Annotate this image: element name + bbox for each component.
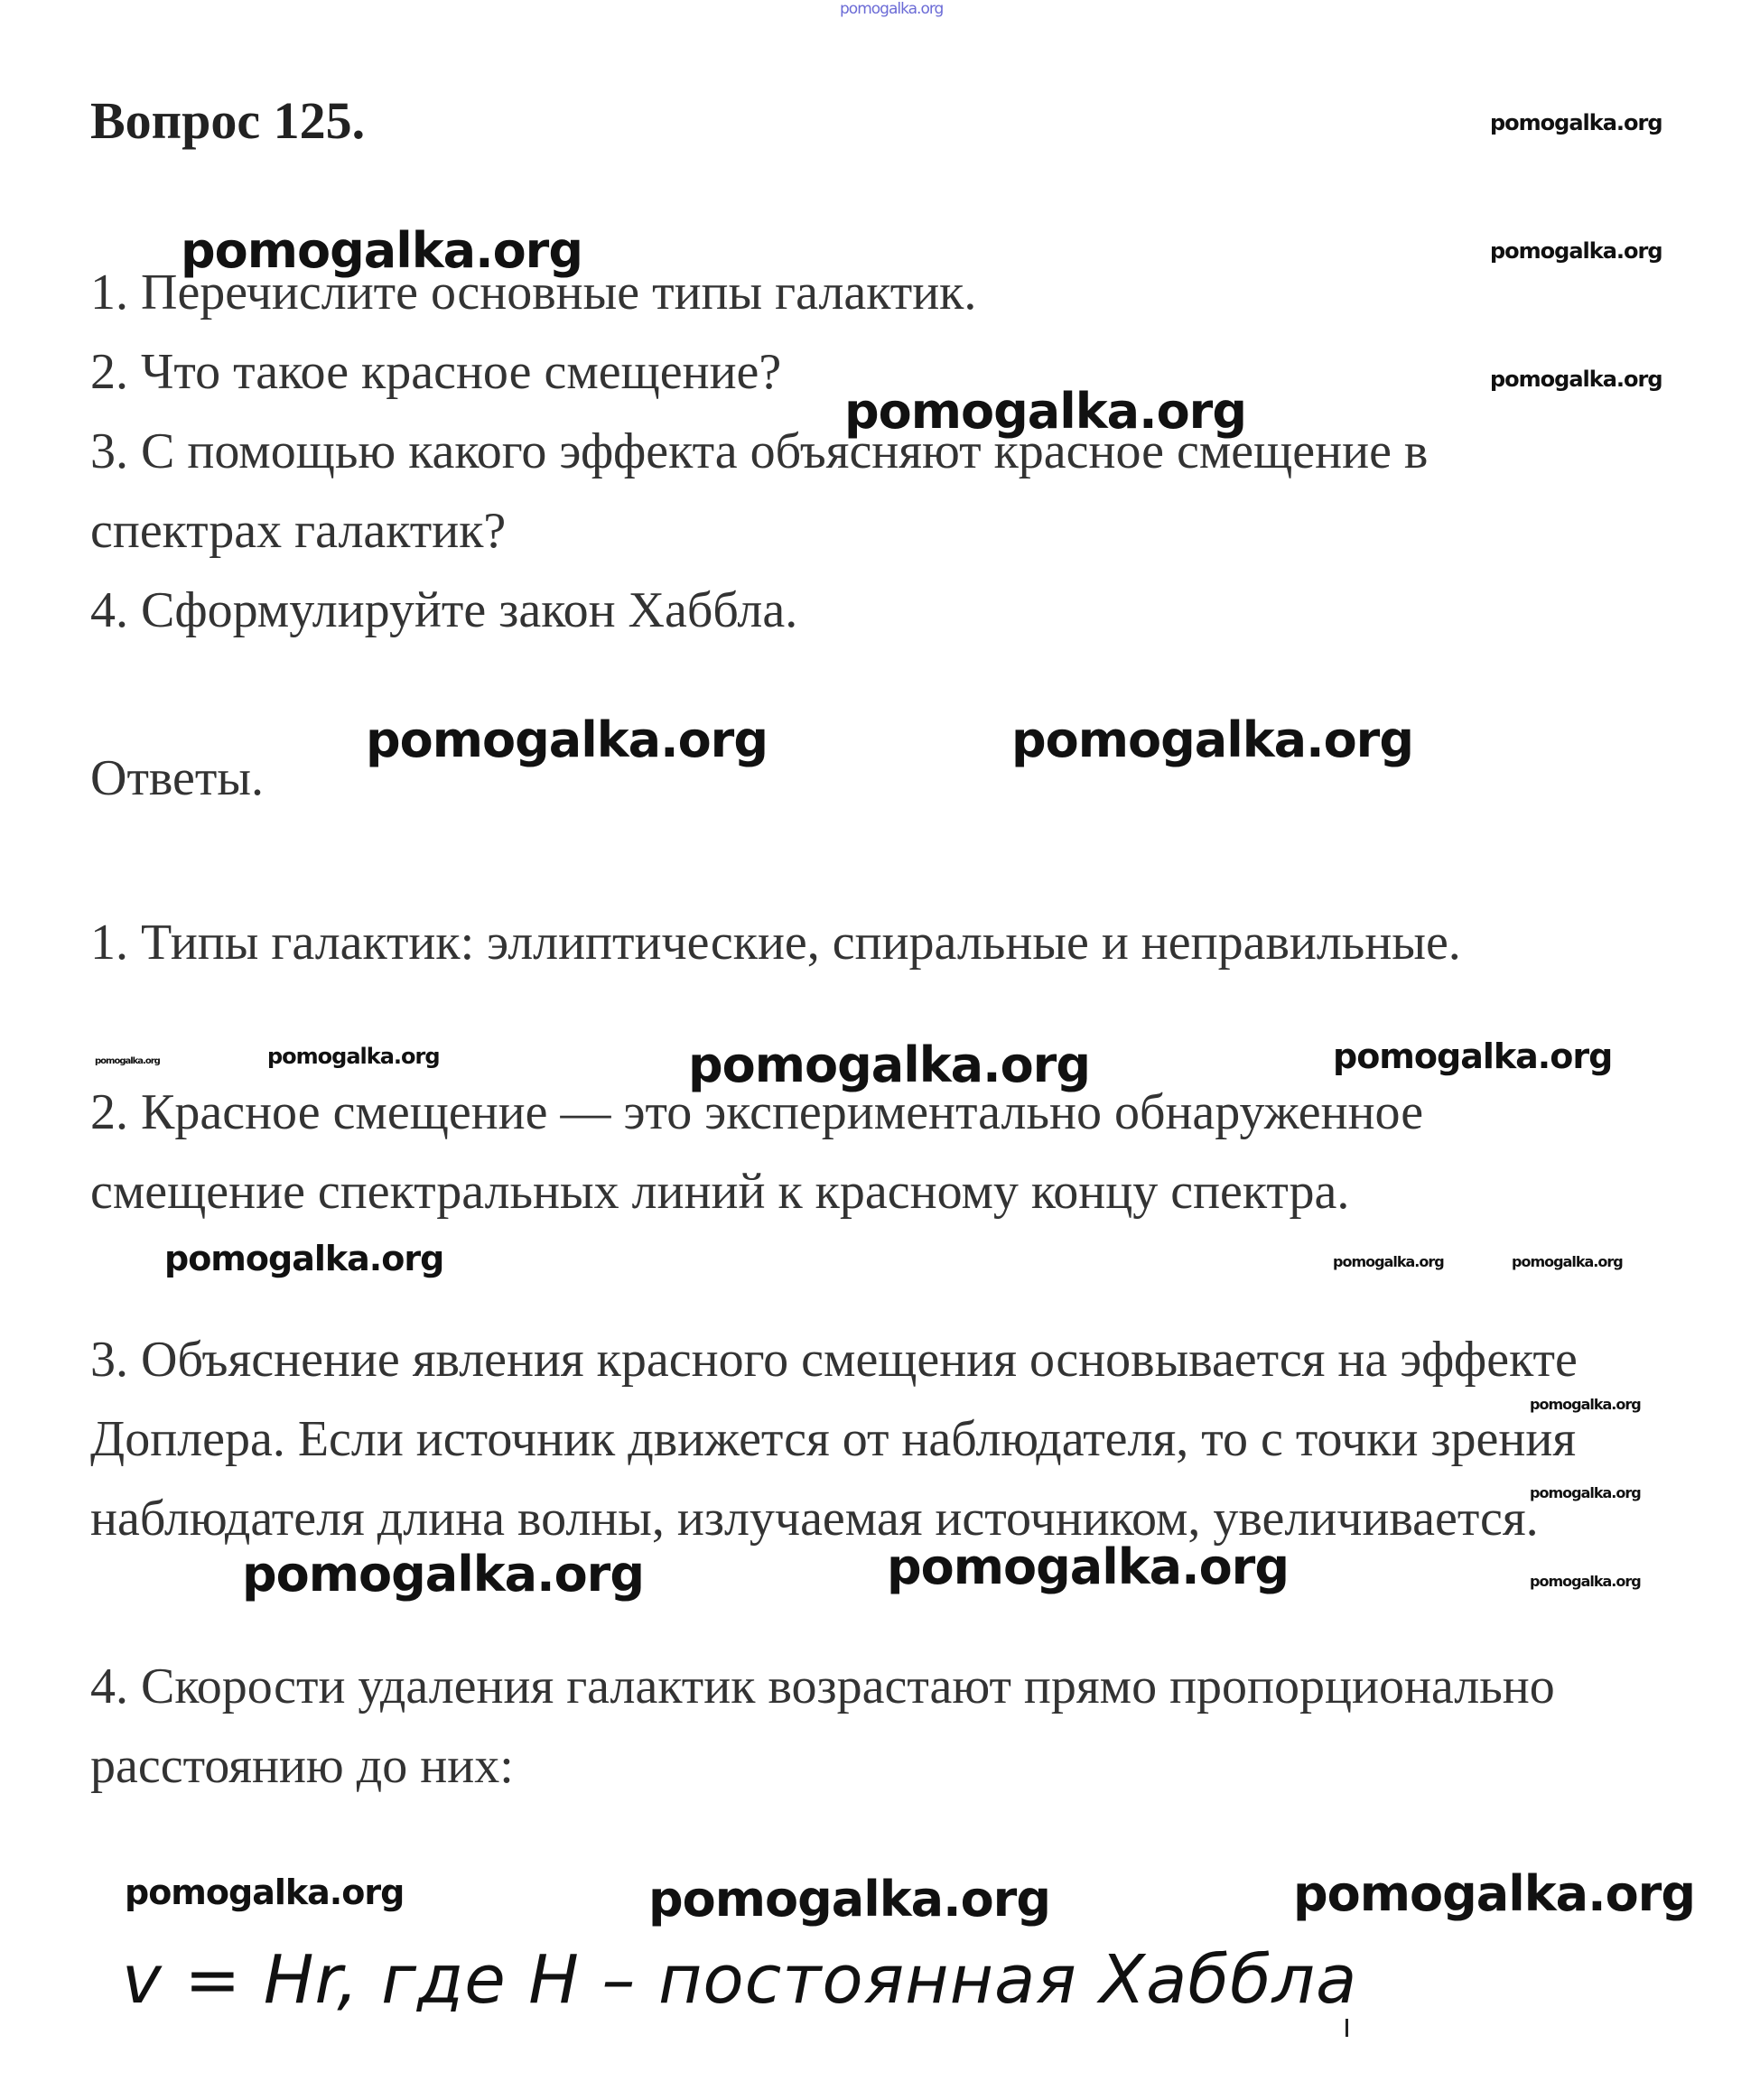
answer-3-line-1: 3. Объяснение явления красного смещения основывается на эффекте xyxy=(90,1332,1578,1388)
hubble-formula: v = Hr, где H – постоянная Хаббла xyxy=(122,1941,1358,2019)
watermark: pomogalka.org xyxy=(1530,1396,1641,1413)
watermark: pomogalka.org xyxy=(688,1036,1090,1093)
text-cursor xyxy=(1346,2019,1348,2037)
watermark: pomogalka.org xyxy=(1490,367,1662,392)
watermark: pomogalka.org xyxy=(1490,110,1662,135)
watermark: pomogalka.org xyxy=(1530,1484,1641,1501)
question-2: 2. Что такое красное смещение? xyxy=(90,344,782,400)
watermark: pomogalka.org xyxy=(1530,1573,1641,1590)
watermark: pomogalka.org xyxy=(1333,1036,1613,1076)
answer-3-line-2: Доплера. Если источник движется от наблюдателя, то с точки зрения xyxy=(90,1411,1577,1467)
question-4: 4. Сформулируйте закон Хаббла. xyxy=(90,582,798,638)
watermark: pomogalka.org xyxy=(366,711,768,768)
top-watermark: pomogalka.org xyxy=(840,0,944,18)
watermark: pomogalka.org xyxy=(242,1546,644,1603)
answer-1: 1. Типы галактик: эллиптические, спиральные и неправильные. xyxy=(90,915,1461,971)
watermark: pomogalka.org xyxy=(95,1056,160,1066)
answers-heading: Ответы. xyxy=(90,750,264,806)
answer-4-line-1: 4. Скорости удаления галактик возрастают прямо пропорционально xyxy=(90,1659,1555,1714)
watermark: pomogalka.org xyxy=(1011,711,1413,768)
question-3-line-2: спектрах галактик? xyxy=(90,503,507,559)
watermark: pomogalka.org xyxy=(844,383,1246,440)
watermark: pomogalka.org xyxy=(1333,1253,1444,1270)
watermark: pomogalka.org xyxy=(1293,1865,1695,1922)
watermark: pomogalka.org xyxy=(267,1044,440,1069)
watermark: pomogalka.org xyxy=(1512,1253,1623,1270)
watermark: pomogalka.org xyxy=(164,1239,444,1278)
answer-2-line-2: смещение спектральных линий к красному концу спектра. xyxy=(90,1164,1350,1220)
answer-4-line-2: расстоянию до них: xyxy=(90,1738,514,1794)
answer-2-line-1: 2. Красное смещение — это экспериментально обнаруженное xyxy=(90,1084,1424,1140)
watermark: pomogalka.org xyxy=(181,222,582,279)
watermark: pomogalka.org xyxy=(887,1538,1289,1595)
question-3-line-1: 3. С помощью какого эффекта объясняют красное смещение в xyxy=(90,423,1429,479)
watermark: pomogalka.org xyxy=(1490,238,1662,264)
answer-3-line-3: наблюдателя длина волны, излучаемая источником, увеличивается. xyxy=(90,1491,1539,1547)
watermark: pomogalka.org xyxy=(125,1872,405,1912)
question-1: 1. Перечислите основные типы галактик. xyxy=(90,265,977,321)
watermark: pomogalka.org xyxy=(648,1871,1050,1928)
question-title: Вопрос 125. xyxy=(90,91,366,150)
